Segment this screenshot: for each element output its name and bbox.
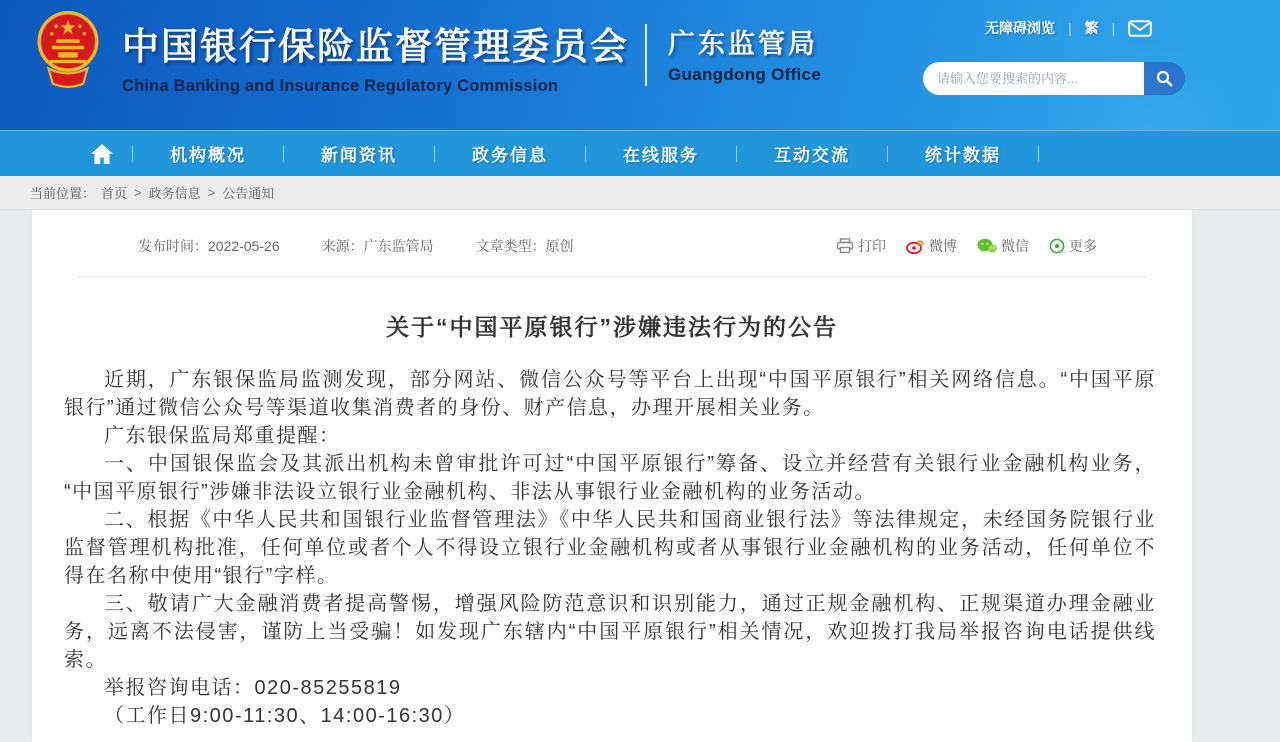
report-phone: 举报咨询电话：020-85255819: [104, 677, 402, 699]
site-header: [0, 0, 1280, 130]
search-icon: [1156, 70, 1173, 87]
wechat-label: 微信: [1001, 238, 1029, 254]
article-source: 来源：广东监管局: [321, 238, 434, 254]
wechat-share-button[interactable]: [977, 236, 1029, 256]
share-group: [836, 236, 1097, 256]
search-box: [923, 62, 1185, 95]
more-share-button[interactable]: [1049, 236, 1097, 256]
breadcrumb-home[interactable]: 首页: [101, 186, 128, 201]
org-title-block: [122, 16, 629, 96]
article-card: [32, 210, 1192, 742]
breadcrumb-zhengwu[interactable]: 政务信息: [148, 186, 201, 201]
content-wrap: [0, 210, 1280, 742]
print-label: 打印: [858, 238, 886, 254]
more-icon: [1049, 238, 1065, 254]
article-paragraph: 一、中国银保监会及其派出机构未曾审批许可过“中国平原银行”筹备、设立并经营有关银行业金融机构业务，“中国平原银行”涉嫌非法设立银行业金融机构、非法从事银行业金融机构的业务活动。: [64, 453, 1156, 503]
nav-item-jigou[interactable]: 机构概况: [170, 146, 246, 165]
traditional-chinese-link[interactable]: 繁: [1084, 20, 1099, 36]
article-body: [32, 366, 1192, 730]
article-paragraph: 广东银保监局郑重提醒：: [104, 425, 341, 447]
breadcrumb-separator: >: [207, 185, 216, 200]
nav-item-xinwen[interactable]: 新闻资讯: [321, 146, 397, 165]
article-title: 关于“中国平原银行”涉嫌违法行为的公告: [386, 314, 838, 340]
office-name-cn: 广东监管局: [668, 29, 818, 59]
meta-divider: [77, 276, 1147, 277]
home-icon: [90, 143, 114, 165]
org-name-en: China Banking and Insurance Regulatory Commission: [122, 77, 559, 95]
utils-separator: |: [1111, 20, 1116, 36]
wechat-icon: [977, 238, 997, 254]
header-utils: [985, 18, 1152, 38]
nav-separator: [1038, 146, 1039, 162]
article-paragraph: 二、根据《中华人民共和国银行业监督管理法》《中华人民共和国商业银行法》等法律规定，未经国务院银行业监督管理机构批准，任何单位或者个人不得设立银行业金融机构或者从事银行业金融机构的业务活动，任何单位不得在名称中使用“银行”字样。: [64, 509, 1156, 587]
article-meta: [138, 236, 574, 256]
article-type: 文章类型：原创: [475, 238, 574, 254]
breadcrumb-gonggao[interactable]: 公告通知: [222, 186, 275, 201]
main-nav: [0, 130, 1280, 176]
article-meta-row: [32, 236, 1192, 256]
utils-separator: |: [1068, 20, 1072, 36]
nav-item-zaixian[interactable]: 在线服务: [623, 146, 699, 165]
more-label: 更多: [1069, 238, 1097, 254]
print-icon: [836, 238, 854, 254]
nav-home[interactable]: [72, 143, 132, 165]
nav-item-hudong[interactable]: 互动交流: [774, 146, 850, 165]
mail-link[interactable]: [1128, 20, 1152, 37]
weibo-label: 微博: [929, 238, 957, 254]
header-divider: [645, 24, 647, 86]
breadcrumb-separator: >: [134, 185, 142, 200]
publish-date: 发布时间：2022-05-26: [138, 238, 280, 254]
article-paragraph: 三、敬请广大金融消费者提高警惕，增强风险防范意识和识别能力，通过正规金融机构、正规渠道办理金融业务，远离不法侵害，谨防上当受骗！如发现广东辖内“中国平原银行”相关情况，欢迎拨打我局举报咨询电话提供线索。: [64, 593, 1156, 671]
accessibility-link[interactable]: 无障碍浏览: [985, 20, 1055, 36]
breadcrumb: [0, 176, 1280, 210]
breadcrumb-label: 当前位置：: [30, 186, 96, 201]
nav-item-zhengwu[interactable]: 政务信息: [472, 146, 548, 165]
office-name-en: Guangdong Office: [668, 65, 822, 84]
weibo-icon: [906, 238, 925, 254]
report-hours: （工作日9:00-11:30、14:00-16:30）: [104, 705, 466, 727]
nav-item-tongji[interactable]: 统计数据: [925, 146, 1001, 165]
envelope-icon: [1128, 20, 1152, 37]
search-button[interactable]: [1144, 62, 1185, 95]
weibo-share-button[interactable]: [906, 236, 957, 256]
search-input[interactable]: [923, 62, 1144, 95]
office-title-block: [668, 22, 821, 85]
print-button[interactable]: [836, 236, 886, 256]
org-name-cn: 中国银行保险监督管理委员会: [122, 26, 629, 67]
article-paragraph: 近期，广东银保监局监测发现，部分网站、微信公众号等平台上出现“中国平原银行”相关网络信息。“中国平原银行”通过微信公众号等渠道收集消费者的身份、财产信息，办理开展相关业务。: [64, 369, 1156, 419]
national-emblem-icon: [35, 10, 101, 88]
